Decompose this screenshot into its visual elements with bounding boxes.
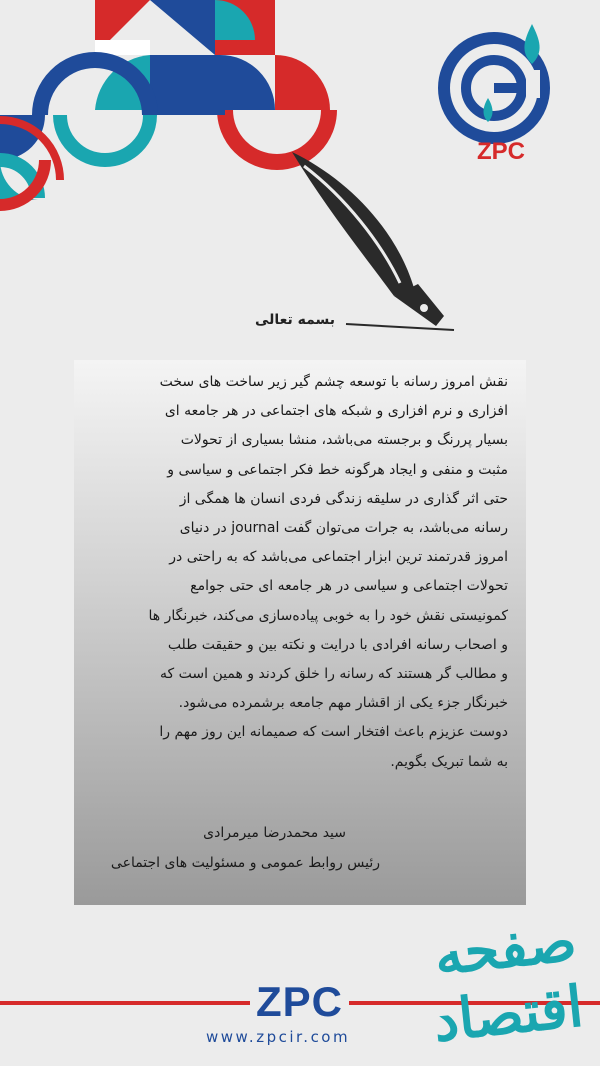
signatory-title: رئیس روابط عمومی و مسئولیت های اجتماعی <box>110 855 380 871</box>
message-line: تحولات اجتماعی و سیاسی در هر جامعه ای حتی جوامع <box>190 578 508 595</box>
message-body <box>92 368 508 777</box>
message-line: دوست عزیزم باعث افتخار است که صمیمانه این روز مهم را <box>159 724 508 741</box>
message-line: افزاری و نرم افزاری و شبکه های اجتماعی در هر جامعه ای <box>164 403 508 420</box>
heading-basmala: بسمه تعالی <box>254 312 336 328</box>
message-line: رسانه می‌باشد، به جرات می‌توان گفت journal در دنیای <box>179 520 508 537</box>
watermark-logo: صفحه اقتصاد <box>430 907 587 1055</box>
fountain-pen-nib-icon <box>286 148 462 338</box>
signature-block <box>100 818 380 878</box>
message-line: به شما تبریک بگویم. <box>390 753 508 770</box>
website-link[interactable]: www.zpcir.com <box>206 1028 351 1046</box>
message-line: و مطالب گر هستند که رسانه را خلق کردند و همین است که <box>160 666 508 683</box>
message-line: امروز قدرتمند ترین ابزار اجتماعی می‌باشد که به راحتی در <box>169 549 508 566</box>
message-line: بسیار پررنگ و برجسته می‌باشد، منشا بسیاری از تحولات <box>180 432 508 449</box>
message-line: و اصحاب رسانه افرادی با درایت و نکته بین و حقیقت طلب <box>167 636 508 653</box>
message-line: کمونیستی نقش خود را به خوبی پیاده‌سازی می‌کند، خبرنگار ها <box>148 607 508 624</box>
message-line: خبرنگار جزء یکی از اقشار مهم جامعه برشمرده می‌شود. <box>178 695 508 712</box>
message-line: نقش امروز رسانه با توسعه چشم گیر زیر ساخت های سخت <box>159 374 508 390</box>
message-line: حتی اثر گذاری در سلیقه زندگی فردی انسان ها همگی از <box>179 490 508 507</box>
logo-wordmark: ZPC <box>477 138 525 165</box>
footer-brand-wordmark: ZPC <box>250 978 349 1026</box>
message-line: مثبت و منفی و ایجاد هرگونه خط فکر اجتماعی و سیاسی و <box>167 461 508 478</box>
signatory-name: سید محمدرضا میرمرادی <box>203 825 346 841</box>
